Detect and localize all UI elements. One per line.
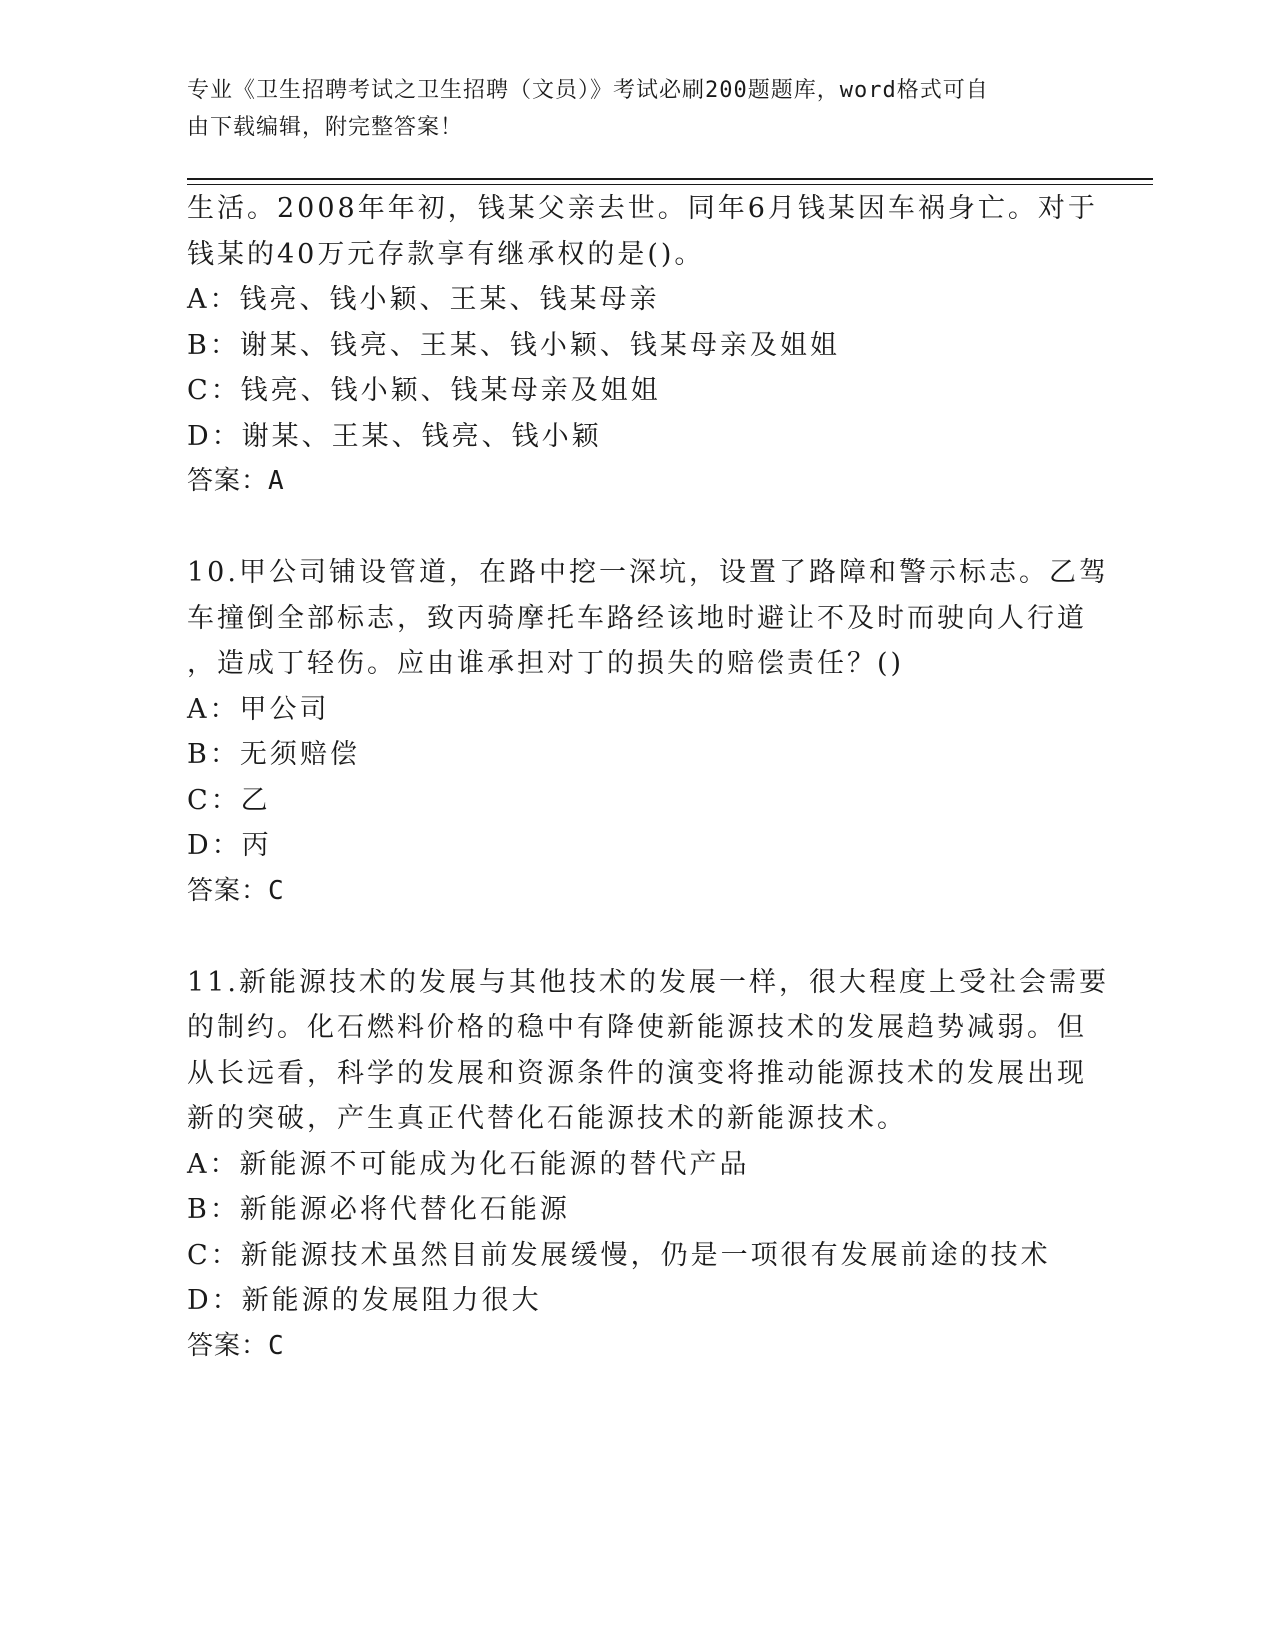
- question-stem-line: 钱某的40万元存款享有继承权的是()。: [187, 238, 705, 270]
- spacer: [187, 914, 1077, 960]
- question-11: [187, 960, 1109, 1370]
- question-9: [187, 186, 1098, 505]
- question-stem-line: 生活。2008年年初，钱某父亲去世。同年6月钱某因车祸身亡。对于: [187, 193, 1098, 224]
- question-stem-line: 10.甲公司铺设管道，在路中挖一深坑，设置了路障和警示标志。乙驾: [187, 557, 1109, 588]
- question-10: [187, 550, 1109, 914]
- option-b: B：新能源必将代替化石能源: [187, 1194, 570, 1225]
- spacer: [187, 505, 1077, 551]
- option-b: B：谢某、钱亮、王某、钱小颖、钱某母亲及姐姐: [187, 329, 840, 361]
- document-body: [187, 186, 1109, 1369]
- answer-line: 答案：C: [187, 1330, 285, 1361]
- question-stem-line: 从长远看，科学的发展和资源条件的演变将推动能源技术的发展出现: [187, 1057, 1087, 1089]
- option-a: A：新能源不可能成为化石能源的替代产品: [187, 1148, 750, 1180]
- header-divider-thin: [187, 184, 1153, 185]
- question-stem-line: 的制约。化石燃料价格的稳中有降使新能源技术的发展趋势减弱。但: [187, 1012, 1087, 1043]
- header-divider-thick: [187, 178, 1153, 180]
- header-line-2: 由下载编辑，附完整答案！: [187, 115, 464, 140]
- option-a: A：甲公司: [187, 693, 330, 725]
- option-d: D：谢某、王某、钱亮、钱小颖: [187, 420, 602, 452]
- question-stem-line: ，造成丁轻伤。应由谁承担对丁的损失的赔偿责任？(): [187, 648, 905, 679]
- option-b: B：无须赔偿: [187, 739, 360, 770]
- header-line-1: 专业《卫生招聘考试之卫生招聘（文员）》考试必刷200题题库，word格式可自: [187, 78, 989, 103]
- option-d: D：新能源的发展阻力很大: [187, 1285, 542, 1316]
- option-c: C：乙: [187, 784, 271, 816]
- answer-line: 答案：C: [187, 875, 285, 906]
- option-d: D：丙: [187, 830, 272, 861]
- question-stem-line: 新的突破，产生真正代替化石能源技术的新能源技术。: [187, 1103, 907, 1134]
- option-c: C：新能源技术虽然目前发展缓慢，仍是一项很有发展前途的技术: [187, 1239, 1051, 1271]
- option-a: A：钱亮、钱小颖、王某、钱某母亲: [187, 284, 660, 315]
- option-c: C：钱亮、钱小颖、钱某母亲及姐姐: [187, 375, 661, 406]
- question-stem-line: 11.新能源技术的发展与其他技术的发展一样，很大程度上受社会需要: [187, 966, 1109, 998]
- answer-line: 答案：A: [187, 466, 285, 496]
- page-header: [187, 72, 1067, 146]
- question-stem-line: 车撞倒全部标志，致丙骑摩托车路经该地时避让不及时而驶向人行道: [187, 602, 1087, 634]
